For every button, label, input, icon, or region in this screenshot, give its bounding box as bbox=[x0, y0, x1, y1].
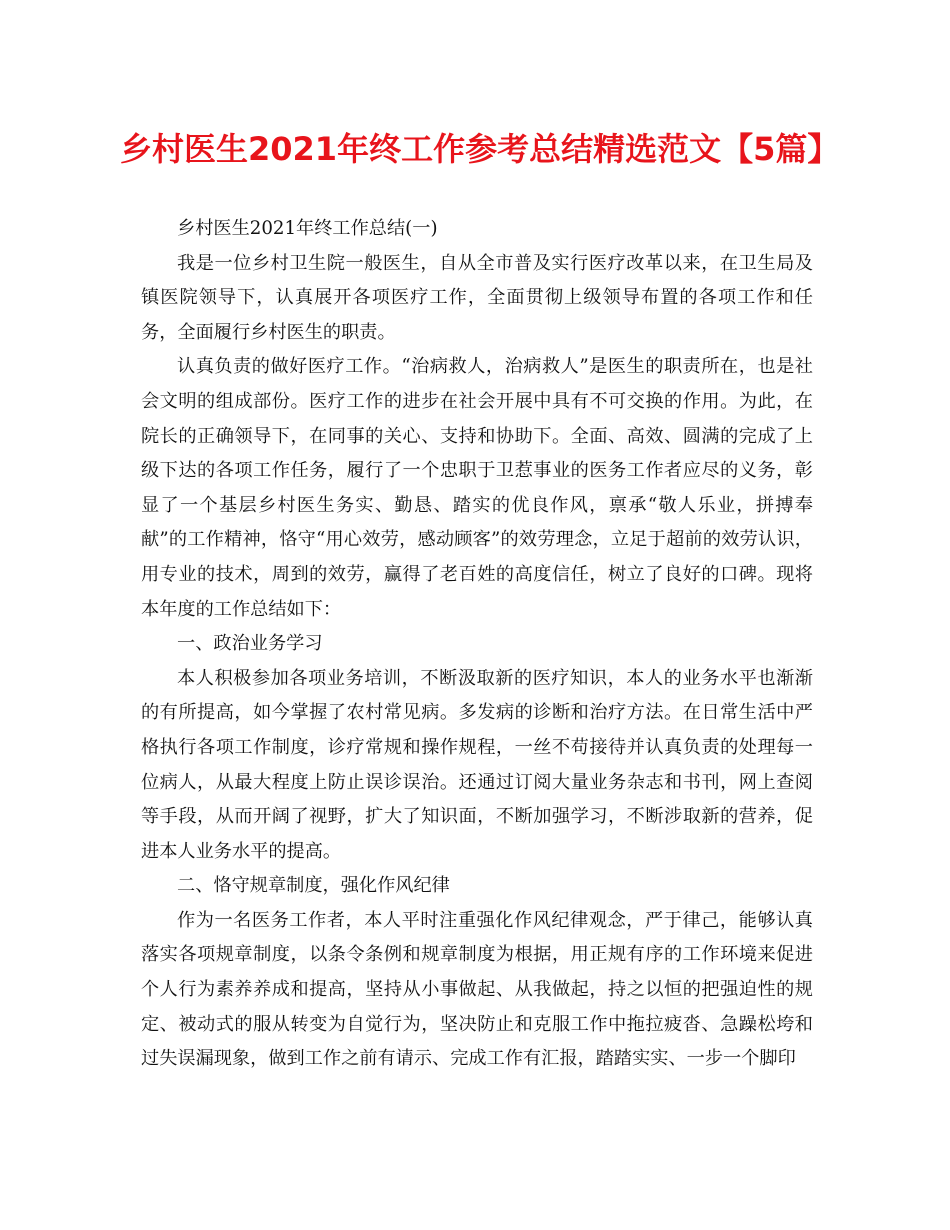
body-paragraph: 本人积极参加各项业务培训，不断汲取新的医疗知识，本人的业务水平也渐渐的有所提高，如今掌握了农村常见病。多发病的诊断和治疗方法。在日常生活中严格执行各项工作制度，诊疗常规和操作规程，一丝不苟接待并认真负责的处理每一位病人，从最大程度上防止误诊误治。还通过订阅大量业务杂志和书刊，网上查阅等手段，从而开阔了视野，扩大了知识面，不断加强学习，不断涉取新的营养，促进本人业务水平的提高。 bbox=[141, 667, 813, 862]
document-title: 乡村医生2021年终工作参考总结精选范文【5篇】 bbox=[120, 130, 840, 168]
body-paragraph: 认真负责的做好医疗工作。“治病救人，治病救人”是医生的职责所在，也是社会文明的组成部份。医疗工作的进步在社会开展中具有不可交换的作用。为此，在院长的正确领导下，在同事的关心、支持和协助下。全面、高效、圆满的完成了上级下达的各项工作任务，履行了一个忠职于卫惹事业的医务工作者应尽的义务，彰显了一个基层乡村医生务实、勤恳、踏实的优良作风，禀承“敬人乐业，拼搏奉献”的工作精神，恪守“用心效劳，感动顾客”的效劳理念，立足于超前的效劳认识，用专业的技术，周到的效劳，赢得了老百姓的高度信任，树立了良好的口碑。现将本年度的工作总结如下： bbox=[141, 356, 813, 620]
body-paragraph: 作为一名医务工作者，本人平时注重强化作风纪律观念，严于律己，能够认真落实各项规章制度，以条令条例和规章制度为根据，用正规有序的工作环境来促进个人行为素养养成和提高，坚持从小事做起、从我做起，持之以恒的把强迫性的规定、被动式的服从转变为自觉行为，坚决防止和克服工作中拖拉疲沓、急躁松垮和过失误漏现象，做到工作之前有请示、完成工作有汇报，踏踏实实、一步一个脚印 bbox=[141, 909, 813, 1070]
document-body bbox=[141, 212, 813, 1077]
section-heading: 一、政治业务学习 bbox=[177, 633, 323, 655]
body-paragraph: 我是一位乡村卫生院一般医生，自从全市普及实行医疗改革以来，在卫生局及镇医院领导下，认真展开各项医疗工作，全面贯彻上级领导布置的各项工作和任务，全面履行乡村医生的职责。 bbox=[141, 252, 813, 343]
section-heading: 二、恪守规章制度，强化作风纪律 bbox=[177, 875, 450, 897]
section-heading: 乡村医生2021年终工作总结(一) bbox=[177, 218, 438, 239]
